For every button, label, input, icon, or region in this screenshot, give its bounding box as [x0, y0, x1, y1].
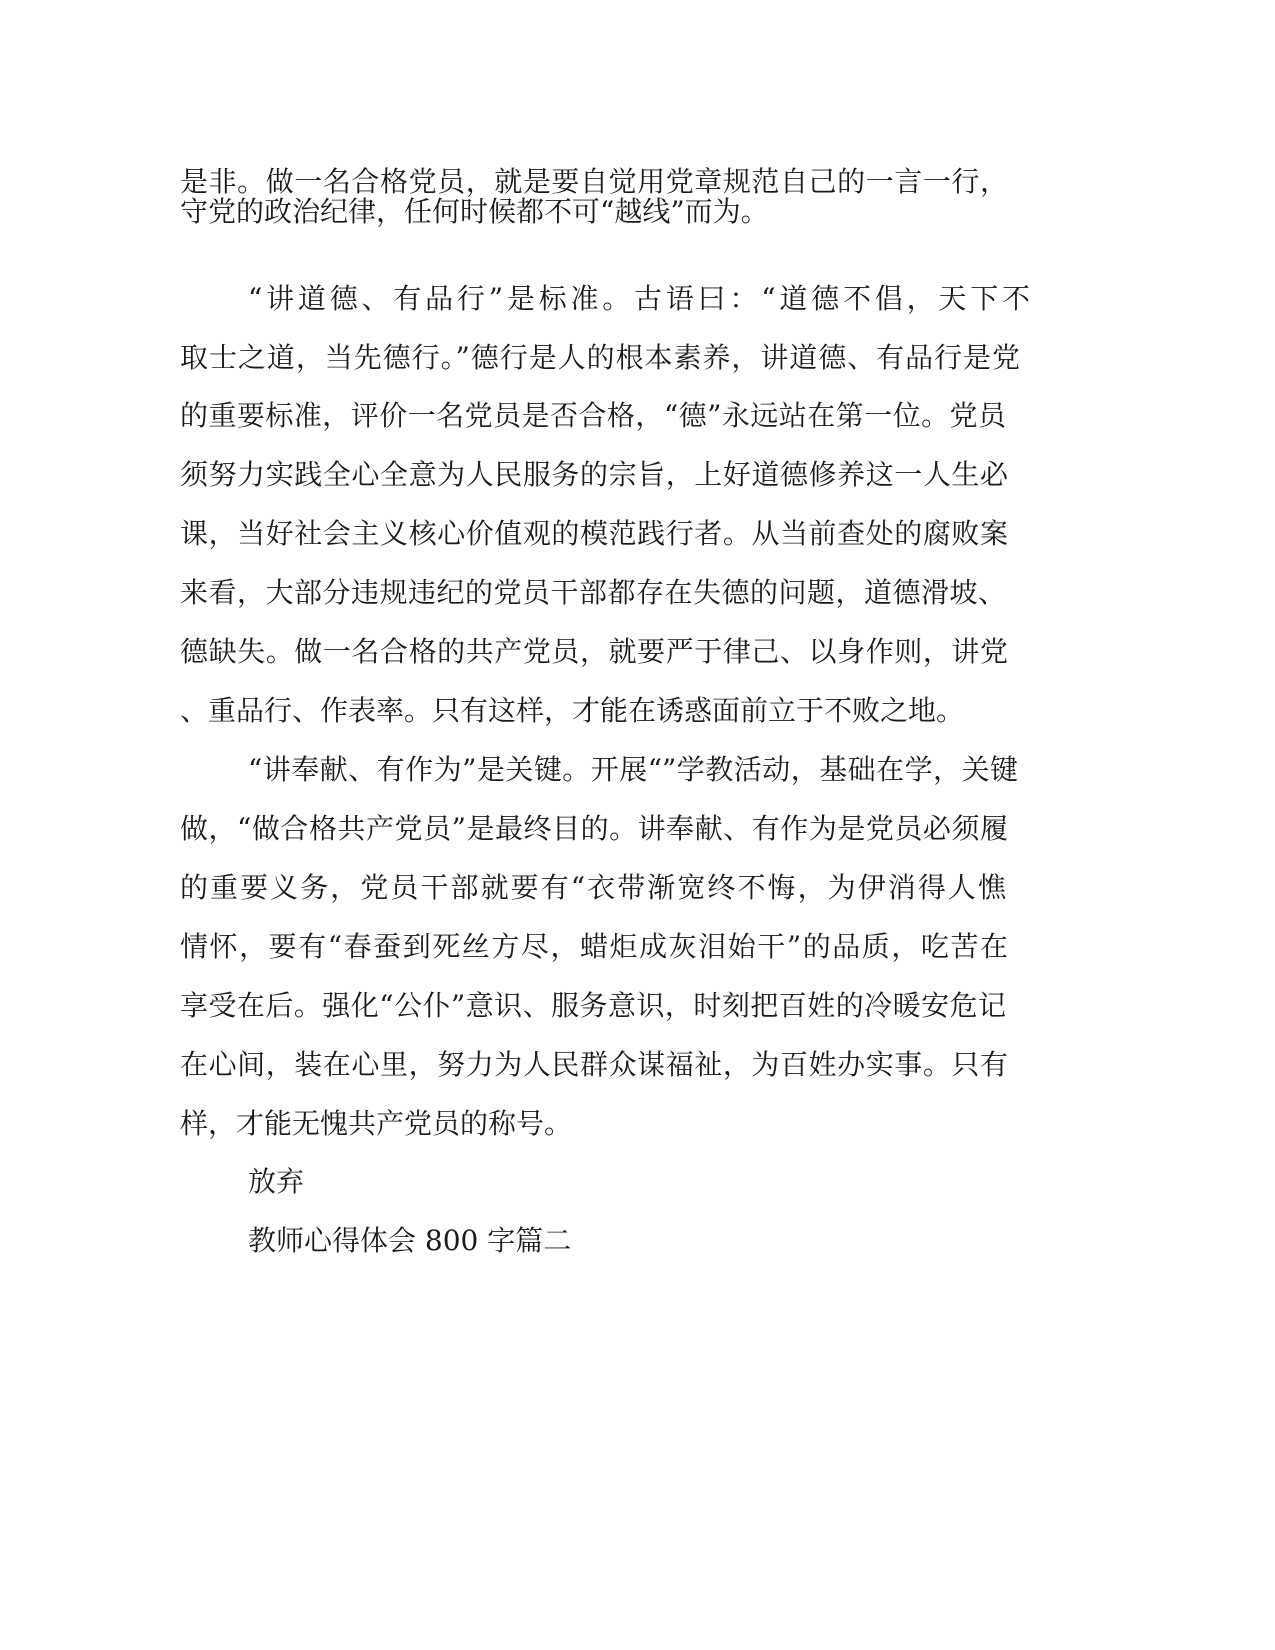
text-line-5: 的重要标准，评价一名党员是否合格，“德”永远站在第一位。党员 — [180, 399, 1006, 432]
text-line-9: 德缺失。做一名合格的共产党员，就要严于律己、以身作则，讲党 — [180, 635, 1008, 668]
text-line-16: 在心间，装在心里，努力为人民群众谋福祉，为百姓办实事。只有 — [180, 1048, 1008, 1081]
text-line-6: 须努力实践全心全意为人民服务的宗旨，上好道德修养这一人生必 — [180, 458, 1008, 491]
text-line-13: 的重要义务，党员干部就要有“衣带渐宽终不悔，为伊消得人憔 — [180, 871, 1006, 904]
text-line-10: 、重品行、作表率。只有这样，才能在诱惑面前立于不败之地。 — [180, 694, 965, 727]
text-line-14: 情怀，要有“春蚕到死丝方尽，蜡炬成灰泪始干”的品质，吃苦在 — [180, 930, 1008, 963]
text-line-18: 放弃 — [248, 1165, 305, 1198]
text-line-7: 课，当好社会主义核心价值观的模范践行者。从当前查处的腐败案 — [180, 517, 1008, 550]
section-heading: 教师心得体会 800 字篇二 — [248, 1224, 572, 1257]
text-line-15: 享受在后。强化“公仆”意识、服务意识，时刻把百姓的冷暖安危记 — [180, 989, 1006, 1022]
text-line-2: 守党的政治纪律，任何时候都不可“越线”而为。 — [180, 195, 769, 228]
text-line-17: 样，才能无愧共产党员的称号。 — [180, 1107, 573, 1140]
text-line-12: 做，“做合格共产党员”是最终目的。讲奉献、有作为是党员必须履 — [180, 812, 1008, 845]
text-line-3: “讲道德、有品行”是标准。古语曰：“道德不倡，天下不 — [248, 282, 1030, 315]
text-line-1: 是非。做一名合格党员，就是要自觉用党章规范自己的一言一行， — [180, 165, 1008, 198]
text-line-8: 来看，大部分违规违纪的党员干部都存在失德的问题，道德滑坡、 — [180, 576, 1006, 609]
text-line-4: 取士之道，当先德行。”德行是人的根本素养，讲道德、有品行是党 — [180, 341, 1020, 374]
text-line-11: “讲奉献、有作为”是关键。开展“”学教活动，基础在学，关键 — [248, 753, 1018, 786]
